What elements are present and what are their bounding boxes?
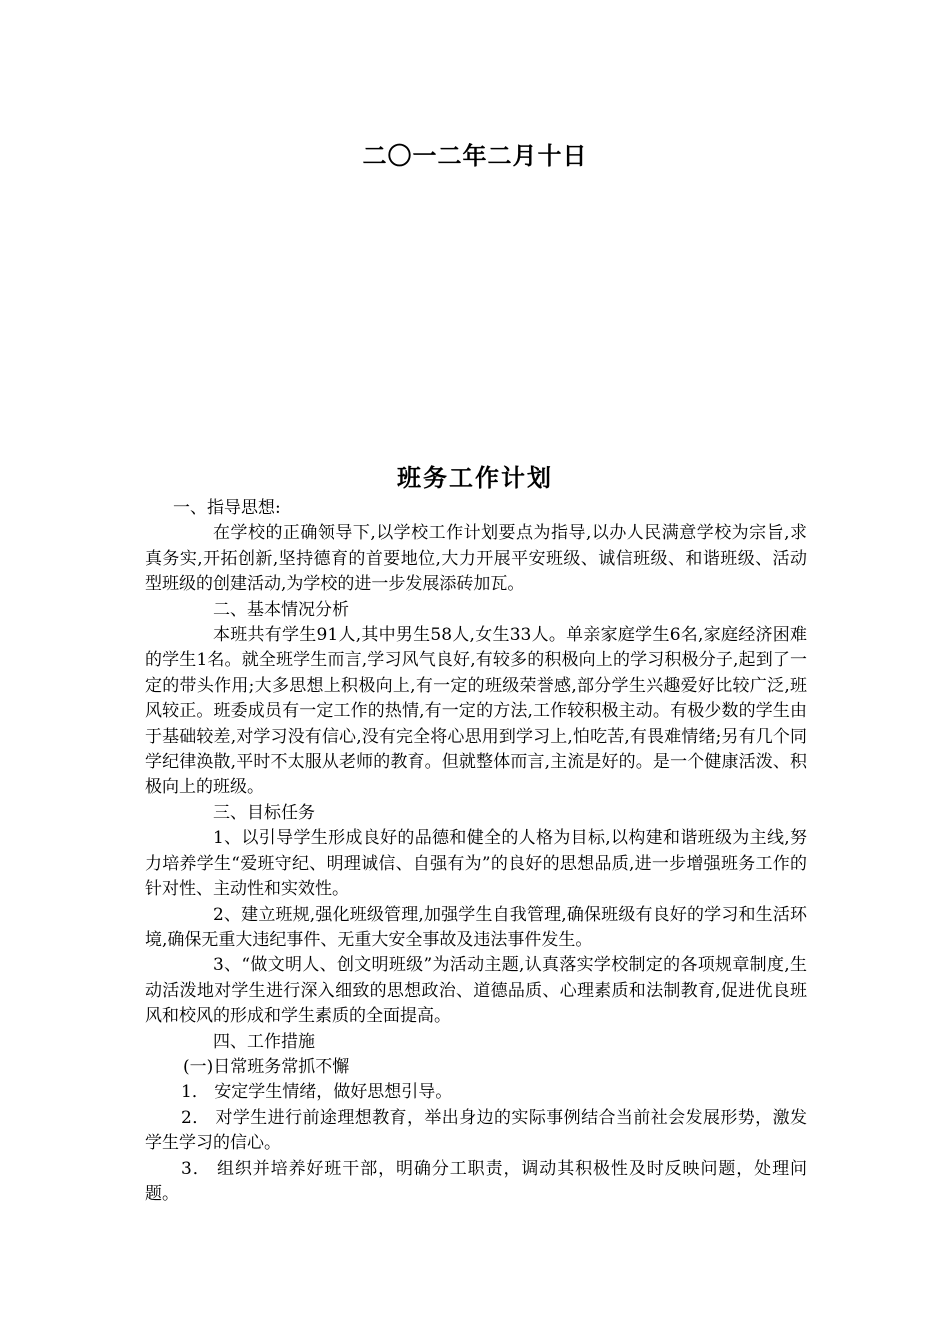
list-item-measure-2: 2． 对学生进行前途理想教育，举出身边的实际事例结合当前社会发展形势，激发学生学习的信心。 — [145, 1107, 807, 1154]
subsection-heading-daily-work: (一)日常班务常抓不懈 — [183, 1056, 350, 1077]
paragraph-goal-3: 3、“做文明人、创文明班级”为活动主题,认真落实学校制定的各项规章制度,生动活泼地对学生进行深入细致的思想政治、道德品质、心理素质和法制教育,促进优良班风和校风的形成和学生素质的全面提高。 — [145, 955, 807, 1027]
paragraph-goal-2: 2、建立班规,强化班级管理,加强学生自我管理,确保班级有良好的学习和生活环境,确保无重大违纪事件、无重大安全事故及违法事件发生。 — [145, 904, 807, 950]
section-heading-goals: 三、目标任务 — [213, 802, 315, 823]
document-body — [145, 496, 807, 1207]
section-heading-measures: 四、工作措施 — [213, 1031, 315, 1052]
cover-date: 二〇一二年二月十日 — [362, 141, 588, 170]
section-heading-guiding-thought: 一、指导思想: — [173, 498, 281, 518]
paragraph-guiding-thought: 在学校的正确领导下,以学校工作计划要点为指导,以办人民满意学校为宗旨,求真务实,开拓创新,坚持德育的首要地位,大力开展平安班级、诚信班级、和谐班级、活动型班级的创建活动,为学校的进一步发展添砖加瓦。 — [145, 523, 807, 595]
section-heading-basic-situation: 二、基本情况分析 — [213, 599, 349, 620]
document-title: 班务工作计划 — [397, 463, 553, 492]
list-item-measure-3: 3． 组织并培养好班干部，明确分工职责，调动其积极性及时反映问题，处理问题。 — [145, 1158, 807, 1204]
list-item-measure-1: 1． 安定学生情绪，做好思想引导。 — [181, 1082, 453, 1103]
paragraph-goal-1: 1、以引导学生形成良好的品德和健全的人格为目标,以构建和谐班级为主线,努力培养学生“爱班守纪、明理诚信、自强有为”的良好的思想品质,进一步增强班务工作的针对性、主动性和实效性。 — [145, 828, 807, 900]
paragraph-basic-situation: 本班共有学生91人,其中男生58人,女生33人。单亲家庭学生6名,家庭经济困难的学生1名。就全班学生而言,学习风气良好,有较多的积极向上的学习积极分子,起到了一定的带头作用;大多思想上积极向上,有一定的班级荣誉感,部分学生兴趣爱好比较广泛,班风较正。班委成员有一定工作的热情,有一定的方法,工作较积极主动。有极少数的学生由于基础较差,对学习没有信心,没有完全将心思用到学习上,怕吃苦,有畏难情绪;另有几个同学纪律涣散,平时不太服从老师的教育。但就整体而言,主流是好的。是一个健康活泼、积极向上的班级。 — [145, 625, 807, 798]
